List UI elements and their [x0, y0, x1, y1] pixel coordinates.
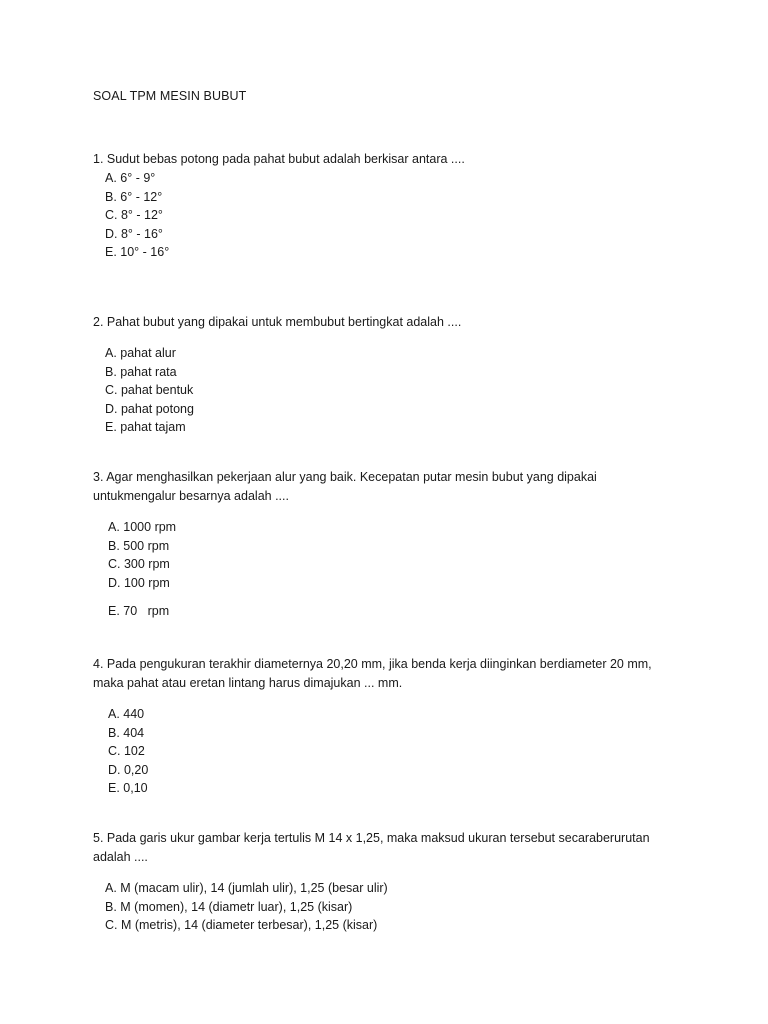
question-4 [93, 655, 673, 798]
option-list [105, 344, 673, 437]
question-text: 4. Pada pengukuran terakhir diameternya 20,20 mm, jika benda kerja diinginkan berdiameter 20 mm, maka pahat atau eretan lintang harus dimajukan ... mm. [93, 657, 652, 690]
option-list [105, 879, 673, 935]
option-e: E. 10° - 16° [105, 245, 170, 260]
option-c: C. pahat bentuk [105, 383, 194, 398]
option-d: D. 8° - 16° [105, 226, 163, 241]
option-b: B. 500 rpm [108, 538, 170, 553]
option-a: A. pahat alur [105, 346, 176, 360]
option-c: C. M (metris), 14 (diameter terbesar), 1,25 (kisar) [105, 918, 378, 933]
question-text: 5. Pada garis ukur gambar kerja tertulis M 14 x 1,25, maka maksud ukuran tersebut secaraberurutan adalah .... [93, 831, 650, 864]
option-e: E. 70 rpm [108, 604, 170, 619]
option-c: C. 102 [108, 744, 145, 759]
option-b: B. pahat rata [105, 364, 177, 379]
question-3 [93, 468, 673, 621]
option-b: B. M (momen), 14 (diametr luar), 1,25 (kisar) [105, 899, 353, 914]
option-c: C. 8° - 12° [105, 208, 163, 223]
option-list [105, 169, 673, 262]
option-list [108, 705, 673, 798]
option-c: C. 300 rpm [108, 557, 170, 572]
option-a: A. M (macam ulir), 14 (jumlah ulir), 1,25 (besar ulir) [105, 881, 388, 895]
question-1 [93, 150, 673, 262]
option-b: B. 6° - 12° [105, 189, 163, 204]
question-text: 3. Agar menghasilkan pekerjaan alur yang baik. Kecepatan putar mesin bubut yang dipakai untukmengalur besarnya adalah .... [93, 470, 597, 503]
question-2 [93, 313, 673, 437]
document-title: SOAL TPM MESIN BUBUT [93, 89, 247, 103]
option-d: D. 100 rpm [108, 575, 170, 590]
option-d: D. pahat potong [105, 401, 194, 416]
option-e: E. 0,10 [108, 781, 148, 796]
question-text: 1. Sudut bebas potong pada pahat bubut adalah berkisar antara .... [93, 152, 465, 166]
option-list [108, 518, 673, 592]
question-text: 2. Pahat bubut yang dipakai untuk membubut bertingkat adalah .... [93, 315, 462, 329]
option-e: E. pahat tajam [105, 420, 186, 435]
option-b: B. 404 [108, 725, 145, 740]
option-a: A. 440 [108, 707, 145, 721]
option-d: D. 0,20 [108, 762, 149, 777]
option-a: A. 1000 rpm [108, 520, 177, 534]
question-5 [93, 829, 673, 935]
option-a: A. 6° - 9° [105, 171, 156, 185]
